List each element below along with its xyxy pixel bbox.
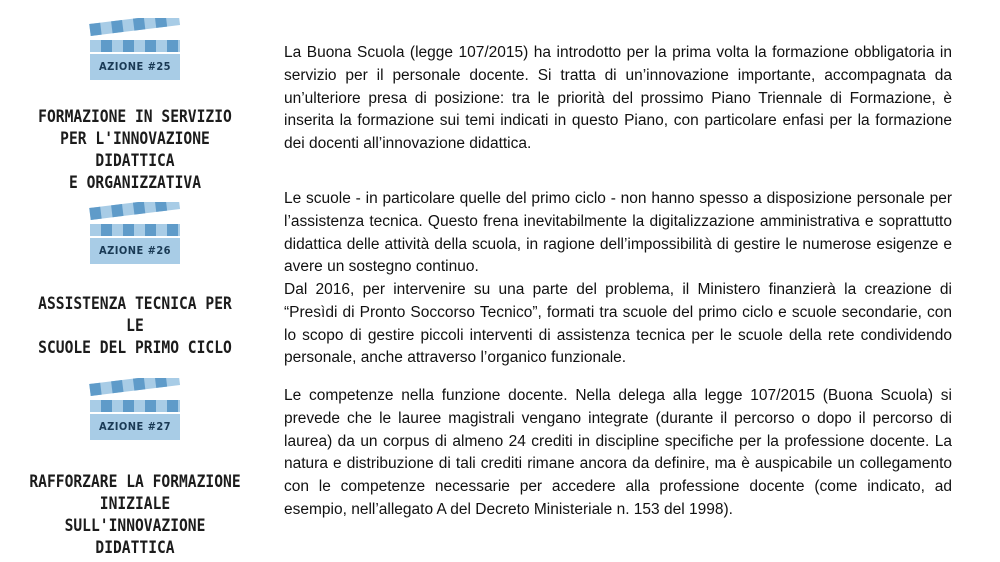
action-label: AZIONE #25 xyxy=(98,59,171,73)
action-description-27: Le competenze nella funzione docente. Nella delega alla legge 107/2015 (Buona Scuola) si prevede che le lauree magistrali vengano integrate (durante il percorso o dopo il percorso di laurea) da un corpus di almeno 24 crediti in discipline specifiche per la professione docente. La natura e distribuzione di tali crediti rimane ancora da definire, ma è auspicabile un collegamento con le competenze necessarie per accedere alla professione docente (come indicato, ad esempio, nell’allegato A del Decreto Ministeriale n. 153 del 1998). xyxy=(284,387,952,518)
action-description-25: La Buona Scuola (legge 107/2015) ha introdotto per la prima volta la formazione obbligatoria in servizio per il personale docente. Si tratta di un’innovazione importante, accompagnata da un’ulteriore presa di posizione: tra le priorità del prossimo Piano Triennale di Formazione, è inserita la formazione sui temi indicati in questo Piano, con particolare enfasi per la formazione dei docenti all’innovazione didattica. xyxy=(284,44,952,153)
action-title-27: RAFFORZARE LA FORMAZIONE INIZIALE SULL'INNOVAZIONE DIDATTICA xyxy=(29,472,241,558)
action-description-26a: Le scuole - in particolare quelle del primo ciclo - non hanno spesso a disposizione personale per l’assistenza tecnica. Questo frena inevitabilmente la digitalizzazione amministrativa e soprattutto didattica delle attività della scuola, in ragione dell’impossibilità di gestire le numerose esigenze e avere un sostegno continuo. xyxy=(284,190,952,276)
action-label: AZIONE #26 xyxy=(98,243,171,257)
action-title-25: FORMAZIONE IN SERVIZIO PER L'INNOVAZIONE DIDATTICA E ORGANIZZATIVA xyxy=(38,107,232,193)
clapperboard-icon-27 xyxy=(88,378,182,448)
action-label: AZIONE #27 xyxy=(98,419,171,433)
action-title-26: ASSISTENZA TECNICA PER LE SCUOLE DEL PRIMO CICLO xyxy=(38,294,232,358)
action-description-26b: Dal 2016, per intervenire su una parte del problema, il Ministero finanzierà la creazione di “Presìdi di Pronto Soccorso Tecnico”, formati tra scuole del primo ciclo e scuole secondarie, con lo scopo di gestire piccoli interventi di assistenza tecnica per le scuole della rete condividendo personale, anche attraverso l’organico funzionale. xyxy=(284,281,952,367)
clapperboard-icon-25 xyxy=(88,18,182,88)
clapperboard-icon-26 xyxy=(88,202,182,272)
